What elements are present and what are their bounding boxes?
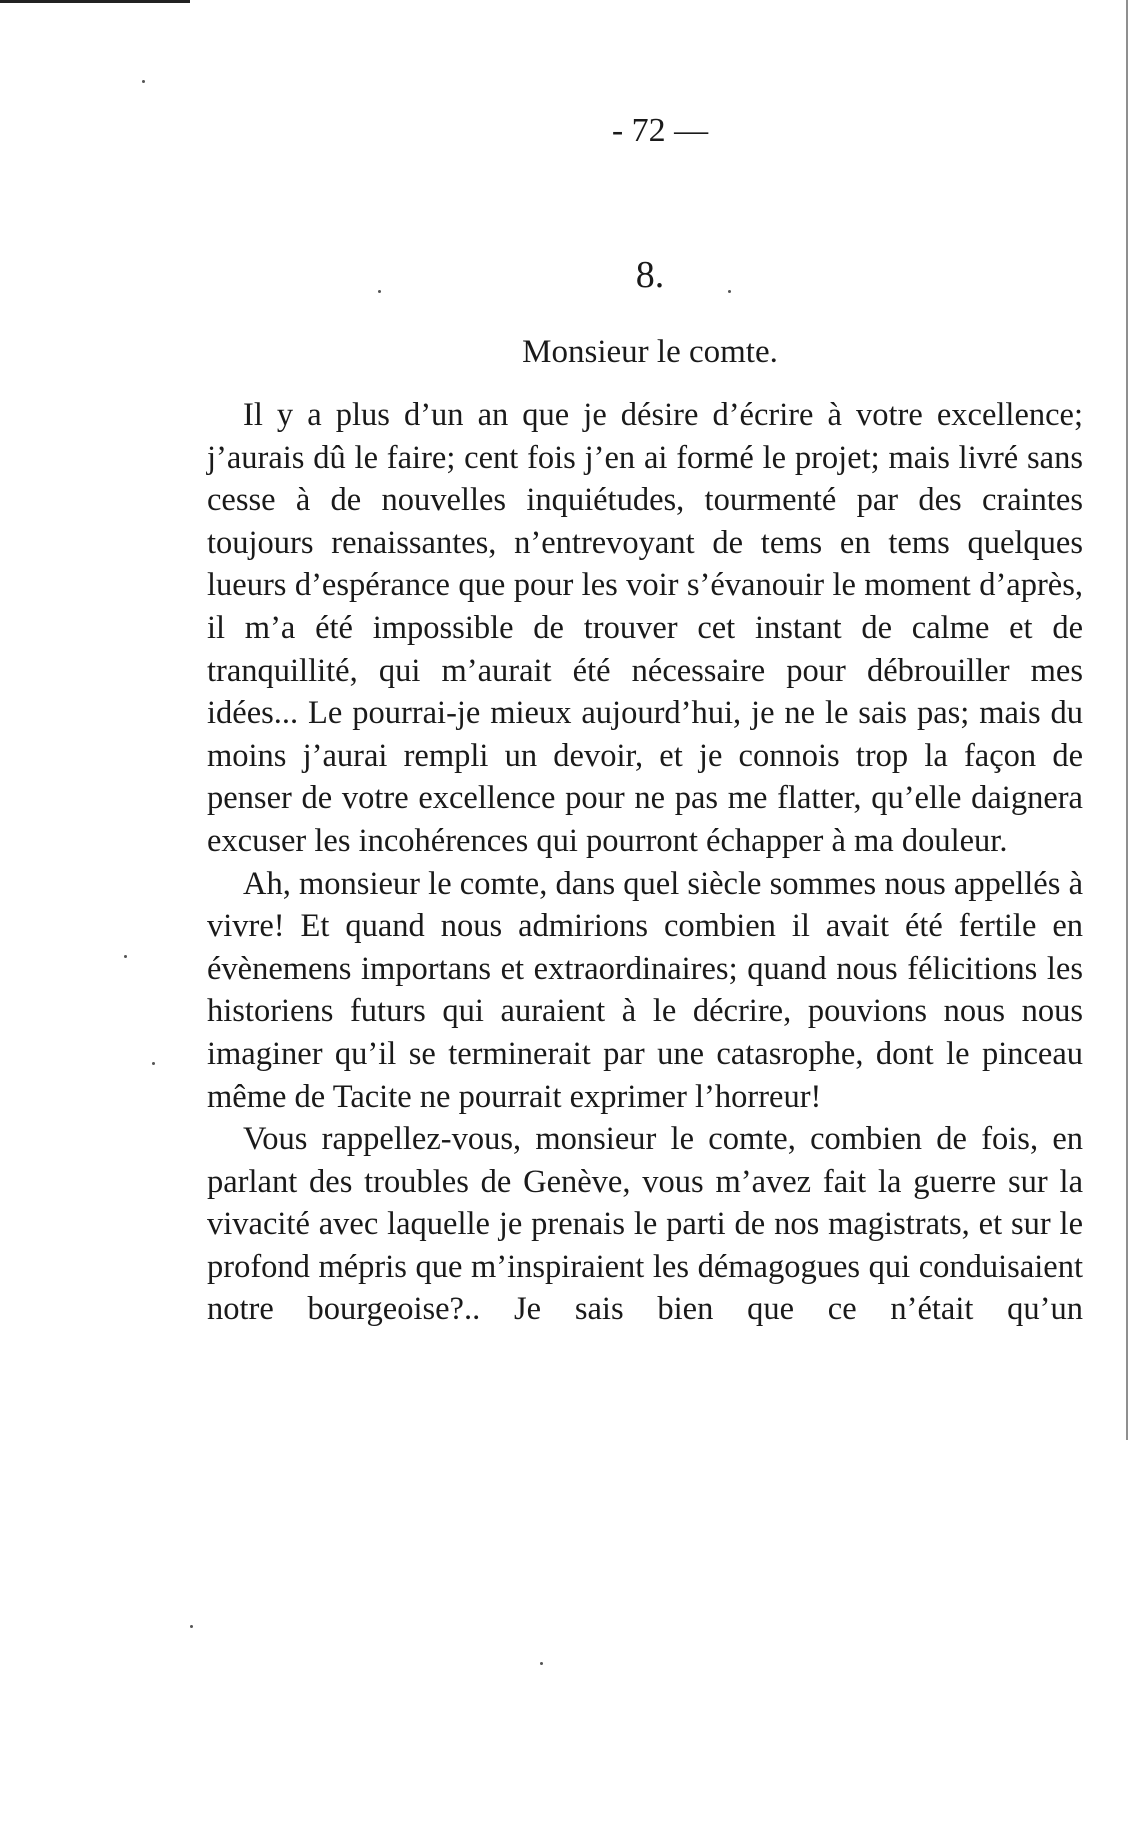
letter-salutation: Monsieur le comte. (522, 334, 778, 370)
page-edge-line (1126, 0, 1128, 1440)
scan-speck (124, 955, 127, 958)
scan-speck (378, 290, 381, 293)
paragraph-2: Ah, monsieur le comte, dans quel siècle sommes nous appellés à vivre! Et quand nous admirions combien il avait été fertile en évènemens importans et extraordinaires; quand nous félicitions les historiens futurs qui auraient à le décrire, pouvions nous nous imaginer qu’il se terminerait par une catasrophe, dont le pinceau même de Tacite ne pourrait exprimer l’horreur! (207, 865, 1083, 1115)
section-number: 8. (635, 254, 665, 296)
scan-speck (540, 1662, 543, 1665)
page-number: - 72 — (611, 112, 709, 149)
letter-body (207, 394, 1083, 1331)
scan-speck (190, 1625, 193, 1628)
top-rule (0, 0, 190, 3)
paragraph-3: Vous rappellez-vous, monsieur le comte, combien de fois, en parlant des troubles de Genève, vous m’avez fait la guerre sur la vivacité avec laquelle je prenais le parti de nos magistrats, et sur le profond mépris que m’inspiraient les démagogues qui conduisaient notre bourgeoise?.. Je sais bien que ce n’était qu’un (207, 1121, 1083, 1328)
paragraph-1: Il y a plus d’un an que je désire d’écrire à votre excellence; j’aurais dû le faire; cent fois j’en ai formé le projet; mais livré sans cesse à de nouvelles inquiétudes, tourmenté par des craintes toujours renaissantes, n’entrevoyant de tems en tems quelques lueurs d’espérance que pour les voir s’évanouir le moment d’après, il m’a été impossible de trouver cet instant de calme et de tranquillité, qui m’aurait été nécessaire pour débrouiller mes idées... Le pourrai-je mieux aujourd’hui, je ne le sais pas; mais du moins j’aurai rempli un devoir, et je connois trop la façon de penser de votre excellence pour ne pas me flatter, qu’elle daignera excuser les incohérences qui pourront échapper à ma douleur. (207, 397, 1083, 859)
scan-speck (728, 290, 731, 293)
scan-speck (142, 80, 145, 83)
scan-speck (152, 1062, 155, 1065)
